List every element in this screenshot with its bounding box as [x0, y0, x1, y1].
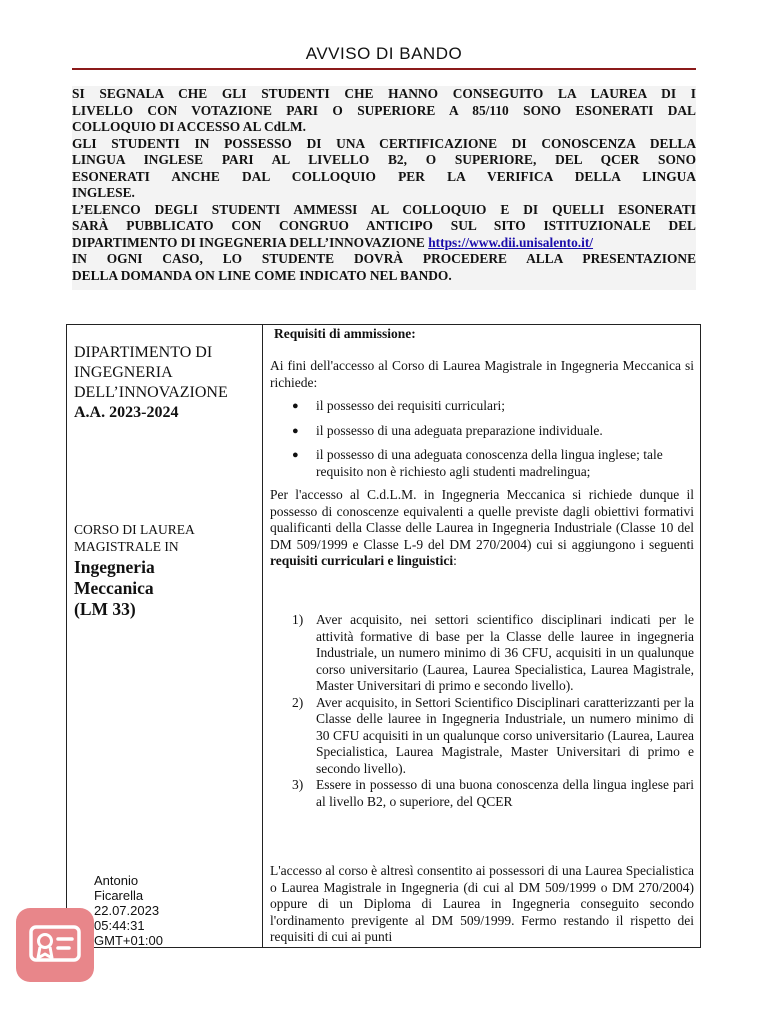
- department-line: INGEGNERIA: [74, 364, 173, 381]
- access-paragraph-text: Per l'accesso al C.d.L.M. in Ingegneria Meccanica si richiede dunque il possesso di conoscenze equivalenti a quelle previste dagli obiettivi formativi qualificanti della Classe delle Laurea in Ingegneria Industriale (Classe 10 del DM 509/1999 e Classe L-9 del DM 270/2004) cui si aggiungono i seguenti: [270, 487, 694, 552]
- item-number: 2): [292, 694, 304, 710]
- item-text: Aver acquisito, nei settori scientifico disciplinari indicati per le attività formative di base per la Classe delle lauree in ingegneria Industriale, un numero minimo di 36 CFU, acquisiti in un qualunque corso universitario (Laurea, Laurea Specialistica, Laurea Magistrale, Master Universitari di primo e secondo livello).: [316, 612, 694, 693]
- digital-signature: [94, 873, 163, 948]
- right-column: [270, 325, 694, 947]
- notice-box: [72, 86, 696, 290]
- bullet-item: ● il possesso dei requisiti curriculari;: [292, 398, 694, 415]
- course-name-line: Ingegneria: [74, 557, 155, 577]
- signature-line: Antonio: [94, 873, 139, 888]
- course-block: [74, 521, 195, 620]
- item-number: 3): [292, 777, 304, 792]
- item-text: Essere in possesso di una buona conoscenza della lingua inglese pari al livello B2, o superiore, del QCER: [316, 777, 694, 809]
- numbered-item: [292, 695, 694, 778]
- department-website-link[interactable]: https://www.dii.unisalento.it/: [428, 234, 594, 250]
- course-name-line: (LM 33): [74, 599, 136, 619]
- column-divider: [262, 325, 263, 947]
- numbered-item: [292, 612, 694, 695]
- notice-line: GLI STUDENTI IN POSSESSO DI UNA CERTIFICAZIONE DI CONOSCENZA DELLA: [72, 135, 696, 151]
- notice-line: L’ELENCO DEGLI STUDENTI AMMESSI AL COLLOQUIO E DI QUELLI ESONERATI: [72, 201, 696, 217]
- certificate-badge[interactable]: [16, 908, 94, 982]
- signature-line: Ficarella: [94, 888, 144, 903]
- access-paragraph: [270, 487, 694, 570]
- department-line: DELL’INNOVAZIONE: [74, 384, 228, 401]
- notice-link-line: [72, 235, 696, 252]
- page-title: AVVISO DI BANDO: [305, 44, 463, 63]
- signature-line: GMT+01:00: [94, 933, 164, 948]
- signature-line: 22.07.2023: [94, 903, 160, 918]
- notice-line: SARÀ PUBBLICATO CON CONGRUO ANTICIPO SUL SITO ISTITUZIONALE DEL: [72, 218, 696, 233]
- notice-line: ESONERATI ANCHE DAL COLLOQUIO PER LA VERIFICA DELLA LINGUA: [72, 168, 696, 184]
- numbered-item: [292, 777, 694, 810]
- notice-line: INGLESE.: [72, 185, 135, 200]
- course-type-line: MAGISTRALE IN: [74, 539, 179, 554]
- requirements-intro: Ai fini dell'accesso al Corso di Laurea Magistrale in Ingegneria Meccanica si richiede:: [270, 358, 694, 390]
- notice-line: LINGUA INGLESE PARI AL LIVELLO B2, O SUPERIORE, DEL QCER SONO: [72, 152, 696, 167]
- item-number: 1): [292, 612, 304, 627]
- bullet-item: ● il possesso di una adeguata conoscenza della lingua inglese; tale requisito non è richiesto agli studenti madrelingua;: [292, 447, 694, 480]
- signature-line: 05:44:31: [94, 918, 145, 933]
- left-column: [67, 325, 262, 947]
- requirements-heading: Requisiti di ammissione:: [274, 326, 416, 341]
- item-text: Aver acquisito, in Settori Scientifico Disciplinari caratterizzanti per la Classe delle lauree in Ingegneria Industriale, un numero minimo di 30 CFU acquisiti in un qualunque corso universitario (Laurea, Laurea Specialistica, Laurea Magistrale, Master Universitari di primo e secondo livello).: [316, 694, 694, 776]
- notice-line: COLLOQUIO DI ACCESSO AL CdLM.: [72, 119, 307, 134]
- access-paragraph-bold: requisiti curriculari e linguistici: [270, 553, 454, 568]
- course-type-line: CORSO DI LAUREA: [74, 522, 195, 537]
- notice-line: SI SEGNALA CHE GLI STUDENTI CHE HANNO CONSEGUITO LA LAUREA DI I: [72, 86, 696, 101]
- requirements-bullet-list: [292, 398, 694, 488]
- certificate-icon: [29, 924, 81, 966]
- academic-year: A.A. 2023-2024: [74, 404, 179, 421]
- notice-line: DELLA DOMANDA ON LINE COME INDICATO NEL BANDO.: [72, 267, 452, 283]
- bullet-item: ● il possesso di una adeguata preparazione individuale.: [292, 423, 694, 440]
- title-divider: [72, 68, 696, 70]
- department-block: [74, 343, 228, 423]
- notice-line: IN OGNI CASO, LO STUDENTE DOVRÀ PROCEDERE ALLA PRESENTAZIONE: [72, 251, 696, 266]
- course-name-line: Meccanica: [74, 578, 154, 598]
- notice-link-prefix: DIPARTIMENTO DI INGEGNERIA DELL’INNOVAZIONE: [72, 234, 425, 250]
- alternative-access-paragraph: L'accesso al corso è altresì consentito ai possessori di una Laurea Specialistica o Laurea Magistrale in Ingegneria (di cui al DM 509/1999 o DM 270/2004) oppure di un Diploma di Laurea in Ingegneria conseguito secondo l'ordinamento previgente al DM 509/1999. Fermo restando il rispetto dei requisiti di cui ai punti: [270, 863, 694, 944]
- notice-line: LIVELLO CON VOTAZIONE PARI O SUPERIORE A 85/110 SONO ESONERATI DAL: [72, 102, 696, 118]
- access-paragraph-end: :: [453, 553, 457, 568]
- department-line: DIPARTIMENTO DI: [74, 344, 213, 361]
- curricular-requirements-list: [292, 612, 694, 810]
- admission-table: [66, 324, 701, 948]
